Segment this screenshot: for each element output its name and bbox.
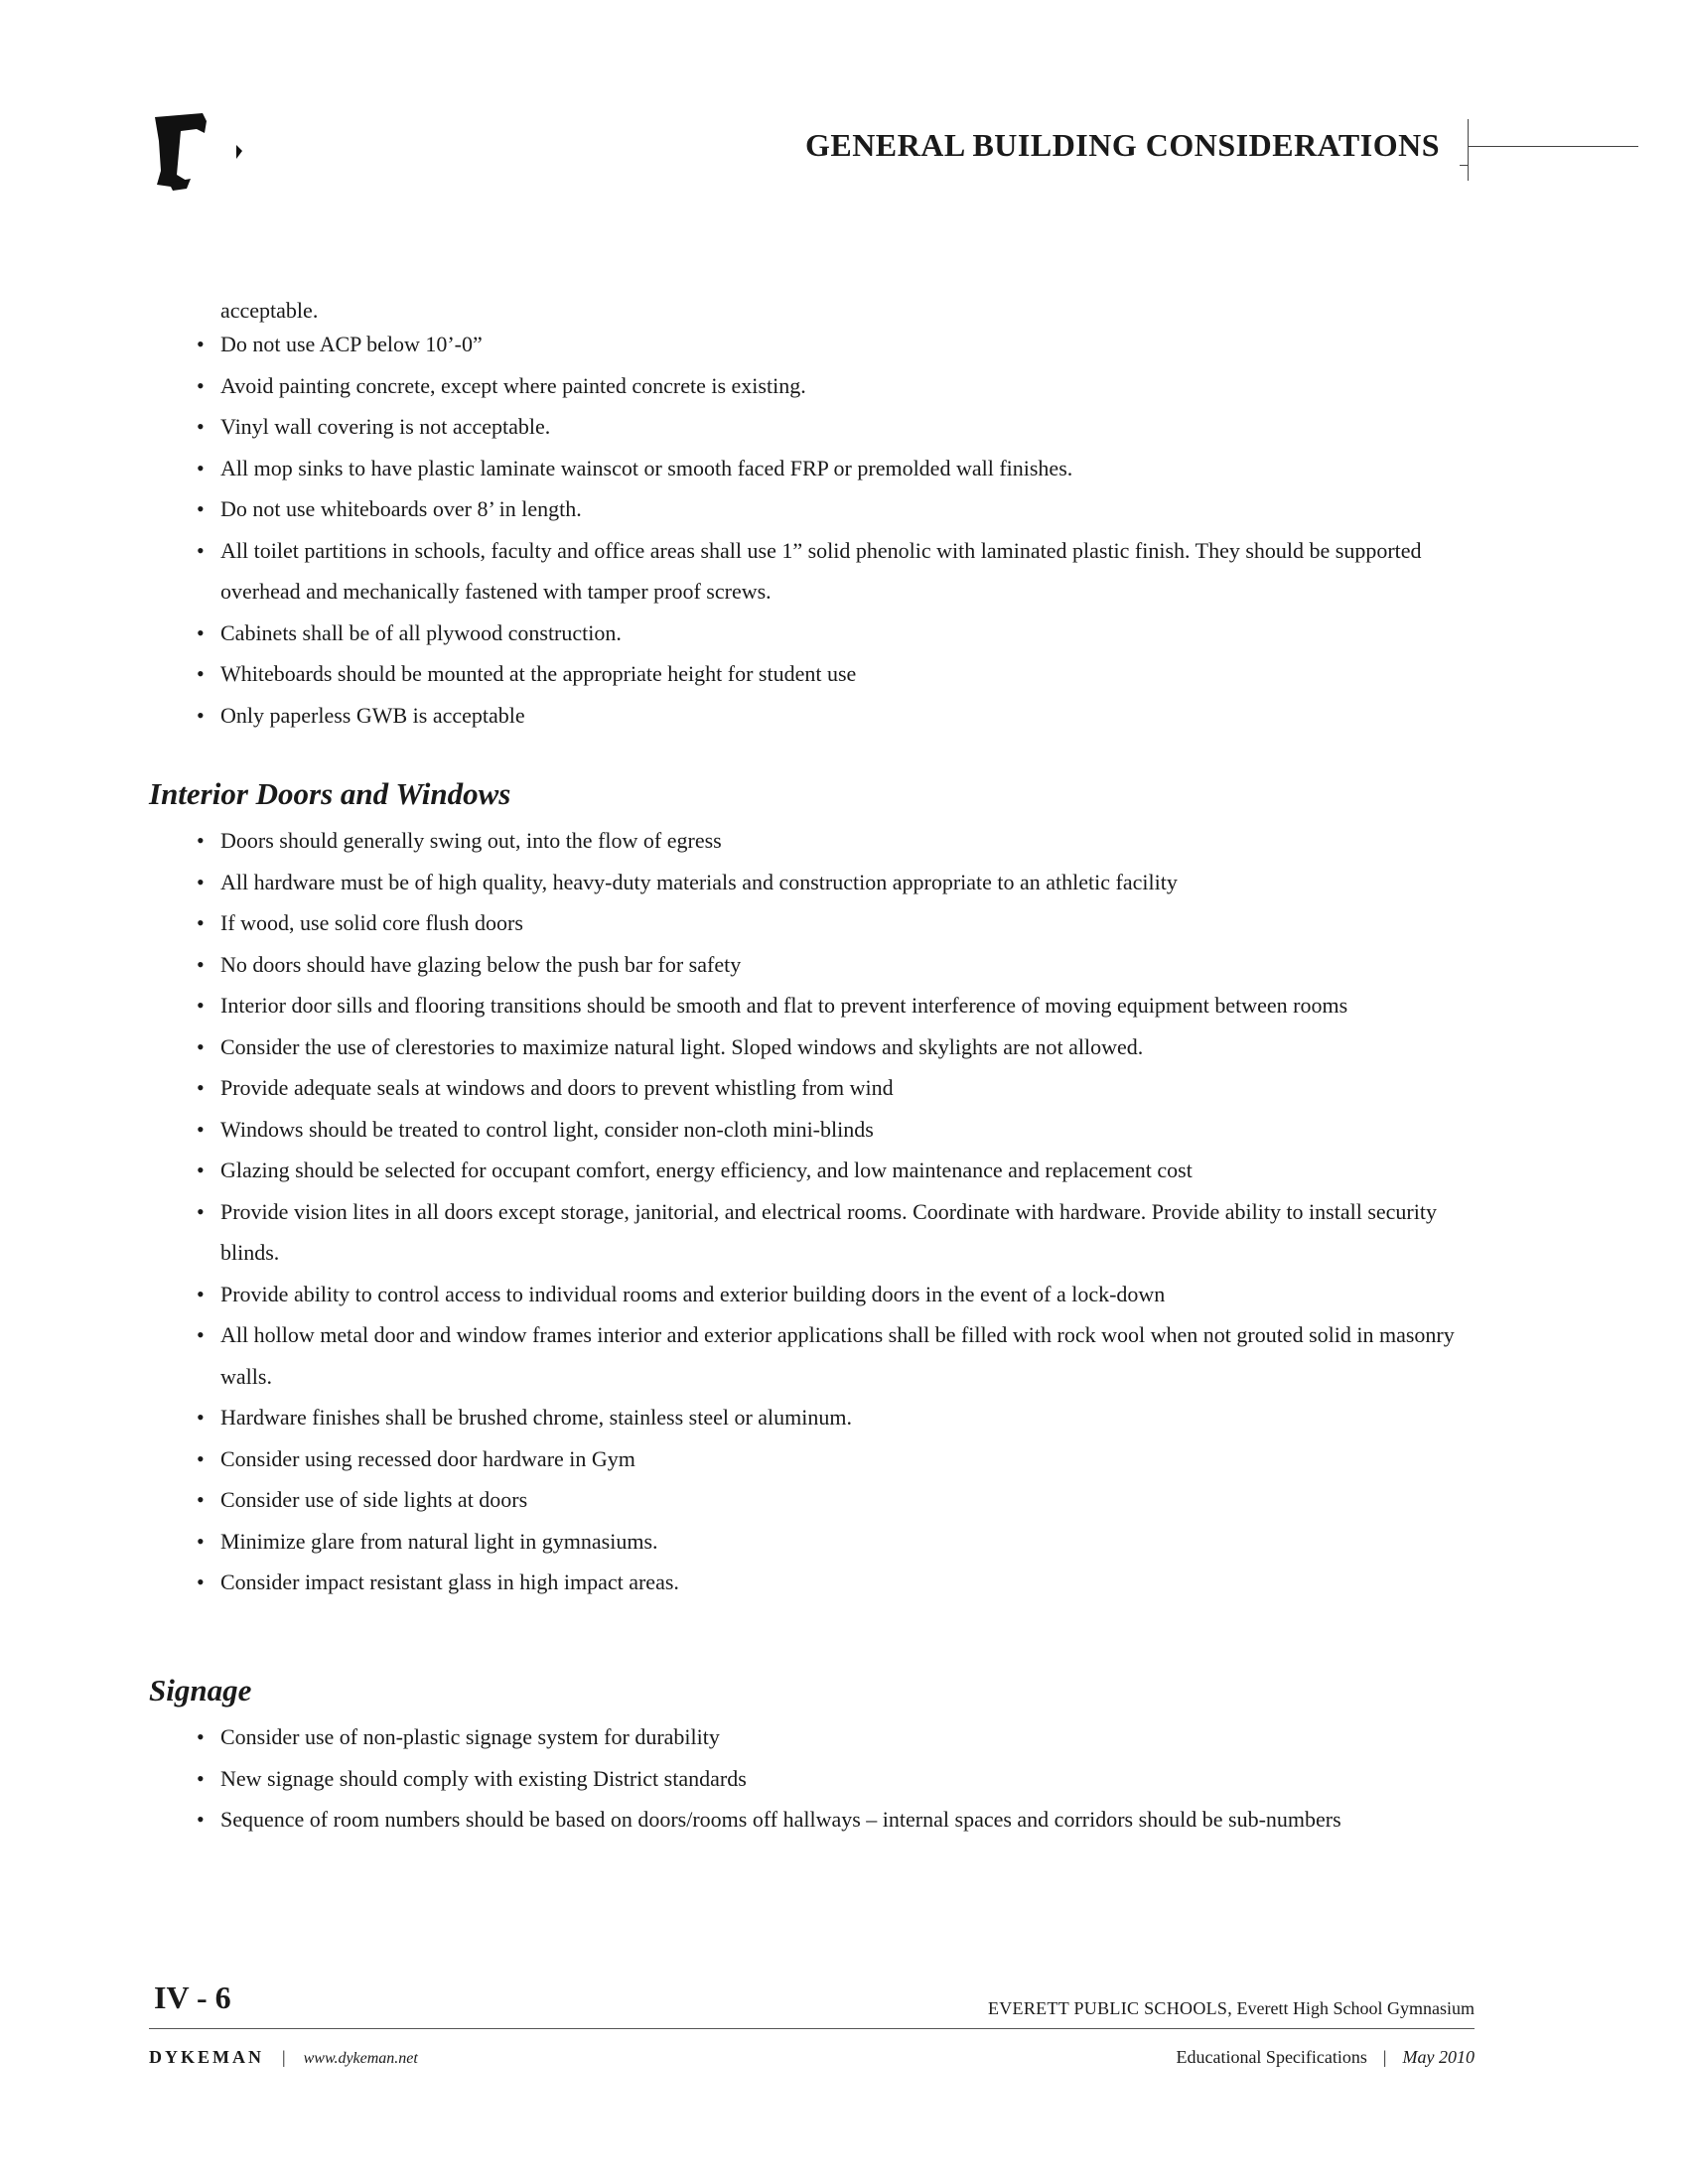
list-item-text: Only paperless GWB is acceptable: [220, 702, 525, 728]
bullet-marker: •: [197, 869, 205, 894]
page-number: IV - 6: [154, 1979, 231, 2015]
finishes-list-item: [0, 406, 1688, 448]
list-item-text: Do not use whiteboards over 8’ in length.: [220, 496, 582, 521]
header-rule-foot: [1460, 165, 1469, 166]
doors-windows-list-item: [0, 1274, 1688, 1315]
finishes-list-item: [0, 365, 1688, 407]
doors-windows-list-item: [0, 1109, 1688, 1151]
footer-org-caps: EVERETT PUBLIC SCHOOLS,: [987, 1998, 1233, 2018]
bullet-marker: •: [197, 1322, 205, 1347]
bullet-marker: •: [197, 702, 205, 728]
list-item-text: Doors should generally swing out, into the flow of egress: [220, 828, 722, 853]
list-item-text: Vinyl wall covering is not acceptable.: [220, 414, 551, 439]
footer-doc-type: Educational Specifications: [1176, 2047, 1367, 2067]
doors-windows-list-item: [0, 862, 1688, 903]
doors-windows-list-item: [0, 1479, 1688, 1521]
bullet-marker: •: [197, 828, 205, 853]
doors-windows-list-item: [0, 985, 1688, 1026]
bullet-marker: •: [197, 619, 205, 645]
doors-windows-list-item: [0, 944, 1688, 986]
list-item-text: Provide adequate seals at windows and doors to prevent whistling from wind: [220, 1075, 894, 1100]
footer-brand-block: [149, 2047, 418, 2068]
bullet-marker: •: [197, 1528, 205, 1554]
list-item-text: Consider impact resistant glass in high impact areas.: [220, 1570, 679, 1594]
doors-windows-list-item: [0, 1562, 1688, 1603]
bullet-marker: •: [197, 372, 205, 398]
footer-date: May 2010: [1402, 2047, 1475, 2067]
bullet-marker: •: [197, 1075, 205, 1100]
bullet-marker: •: [197, 951, 205, 977]
list-item-text: Minimize glare from natural light in gymnasiums.: [220, 1528, 658, 1554]
list-item-text: Whiteboards should be mounted at the appropriate height for student use: [220, 661, 857, 686]
bullet-marker: •: [197, 661, 205, 686]
finishes-list-item: [0, 448, 1688, 489]
list-item-text: If wood, use solid core flush doors: [220, 910, 523, 935]
doors-windows-list-item: [0, 1191, 1688, 1274]
finishes-list-item: [0, 530, 1688, 613]
list-item-text: All hollow metal door and window frames interior and exterior applications shall be filled with rock wool when not grouted solid in masonry walls.: [220, 1322, 1455, 1389]
bullet-marker: •: [197, 1198, 205, 1224]
list-item-text: Glazing should be selected for occupant comfort, energy efficiency, and low maintenance and replacement cost: [220, 1158, 1193, 1182]
list-item-text: Consider use of side lights at doors: [220, 1487, 528, 1512]
continued-text: acceptable.: [220, 298, 319, 323]
bullet-marker: •: [197, 1724, 205, 1749]
finishes-list-item: [0, 324, 1688, 365]
list-item-text: Provide vision lites in all doors except storage, janitorial, and electrical rooms. Coordinate with hardware. Provide ability to install security blinds.: [220, 1198, 1437, 1265]
footer-doc-block: [1176, 2047, 1475, 2068]
footer-brand: DYKEMAN: [149, 2047, 264, 2067]
dykeman-logo-icon: [147, 111, 256, 197]
bullet-marker: •: [197, 1487, 205, 1512]
bullet-marker: •: [197, 537, 205, 563]
bullet-marker: •: [197, 1158, 205, 1182]
doors-windows-list-item: [0, 1314, 1688, 1397]
interior-doors-windows-bullet-list: [0, 820, 1688, 1603]
bullet-marker: •: [197, 414, 205, 439]
list-item-text: Avoid painting concrete, except where painted concrete is existing.: [220, 372, 806, 398]
list-item-text: Windows should be treated to control light, consider non-cloth mini-blinds: [220, 1116, 874, 1142]
header-rule-horizontal: [1468, 146, 1638, 147]
signage-bullet-list: [0, 1716, 1688, 1841]
list-item-text: All mop sinks to have plastic laminate wainscot or smooth faced FRP or premolded wall finishes.: [220, 455, 1073, 480]
doors-windows-list-item: [0, 1150, 1688, 1191]
bullet-marker: •: [197, 1405, 205, 1430]
finishes-list-item: [0, 695, 1688, 737]
footer-separator-right: |: [1382, 2047, 1387, 2067]
doors-windows-list-item: [0, 1397, 1688, 1438]
doors-windows-list-item: [0, 820, 1688, 862]
doors-windows-list-item: [0, 902, 1688, 944]
bullet-marker: •: [197, 1033, 205, 1059]
section-heading-signage: Signage: [149, 1673, 252, 1707]
list-item-text: No doors should have glazing below the push bar for safety: [220, 951, 742, 977]
signage-list-item: [0, 1799, 1688, 1841]
section-heading-interior-doors-windows: Interior Doors and Windows: [149, 776, 511, 811]
bullet-marker: •: [197, 1281, 205, 1306]
list-item-text: Interior door sills and flooring transitions should be smooth and flat to prevent interference of moving equipment between rooms: [220, 993, 1348, 1018]
signage-list-item: [0, 1716, 1688, 1758]
list-item-text: Sequence of room numbers should be based on doors/rooms off hallways – internal spaces and corridors should be sub-numbers: [220, 1807, 1341, 1832]
doors-windows-list-item: [0, 1026, 1688, 1068]
signage-list-item: [0, 1758, 1688, 1800]
bullet-marker: •: [197, 993, 205, 1018]
footer-separator: |: [282, 2047, 286, 2067]
list-item-text: Do not use ACP below 10’-0”: [220, 332, 483, 356]
list-item-text: Consider use of non-plastic signage system for durability: [220, 1724, 720, 1749]
footer-org-rest: Everett High School Gymnasium: [1236, 1998, 1475, 2018]
bullet-marker: •: [197, 910, 205, 935]
bullet-marker: •: [197, 1445, 205, 1471]
page-header-title: GENERAL BUILDING CONSIDERATIONS: [804, 127, 1440, 163]
doors-windows-list-item: [0, 1438, 1688, 1480]
finishes-bullet-list: [0, 324, 1688, 736]
finishes-list-item: [0, 653, 1688, 695]
finishes-list-item: [0, 488, 1688, 530]
list-item-text: New signage should comply with existing District standards: [220, 1765, 747, 1791]
header-rule-vertical: [1468, 119, 1469, 181]
bullet-marker: •: [197, 1807, 205, 1832]
list-item-text: All hardware must be of high quality, heavy-duty materials and construction appropriate to an athletic facility: [220, 869, 1178, 894]
doors-windows-list-item: [0, 1521, 1688, 1563]
bullet-marker: •: [197, 496, 205, 521]
bullet-marker: •: [197, 1116, 205, 1142]
bullet-marker: •: [197, 332, 205, 356]
list-item-text: Provide ability to control access to individual rooms and exterior building doors in the event of a lock-down: [220, 1281, 1166, 1306]
bullet-marker: •: [197, 1765, 205, 1791]
list-item-text: Cabinets shall be of all plywood construction.: [220, 619, 622, 645]
doors-windows-list-item: [0, 1067, 1688, 1109]
list-item-text: Consider the use of clerestories to maximize natural light. Sloped windows and skylights are not allowed.: [220, 1033, 1144, 1059]
footer-url: www.dykeman.net: [303, 2050, 418, 2067]
list-item-text: Consider using recessed door hardware in Gym: [220, 1445, 635, 1471]
list-item-text: All toilet partitions in schools, faculty and office areas shall use 1” solid phenolic with laminated plastic finish. They should be supported overhead and mechanically fastened with tamper proof screws.: [220, 537, 1422, 604]
bullet-marker: •: [197, 1570, 205, 1594]
list-item-text: Hardware finishes shall be brushed chrome, stainless steel or aluminum.: [220, 1405, 853, 1430]
bullet-marker: •: [197, 455, 205, 480]
footer-organization: [988, 1998, 1475, 2019]
footer-rule: [149, 2028, 1475, 2029]
finishes-list-item: [0, 613, 1688, 654]
